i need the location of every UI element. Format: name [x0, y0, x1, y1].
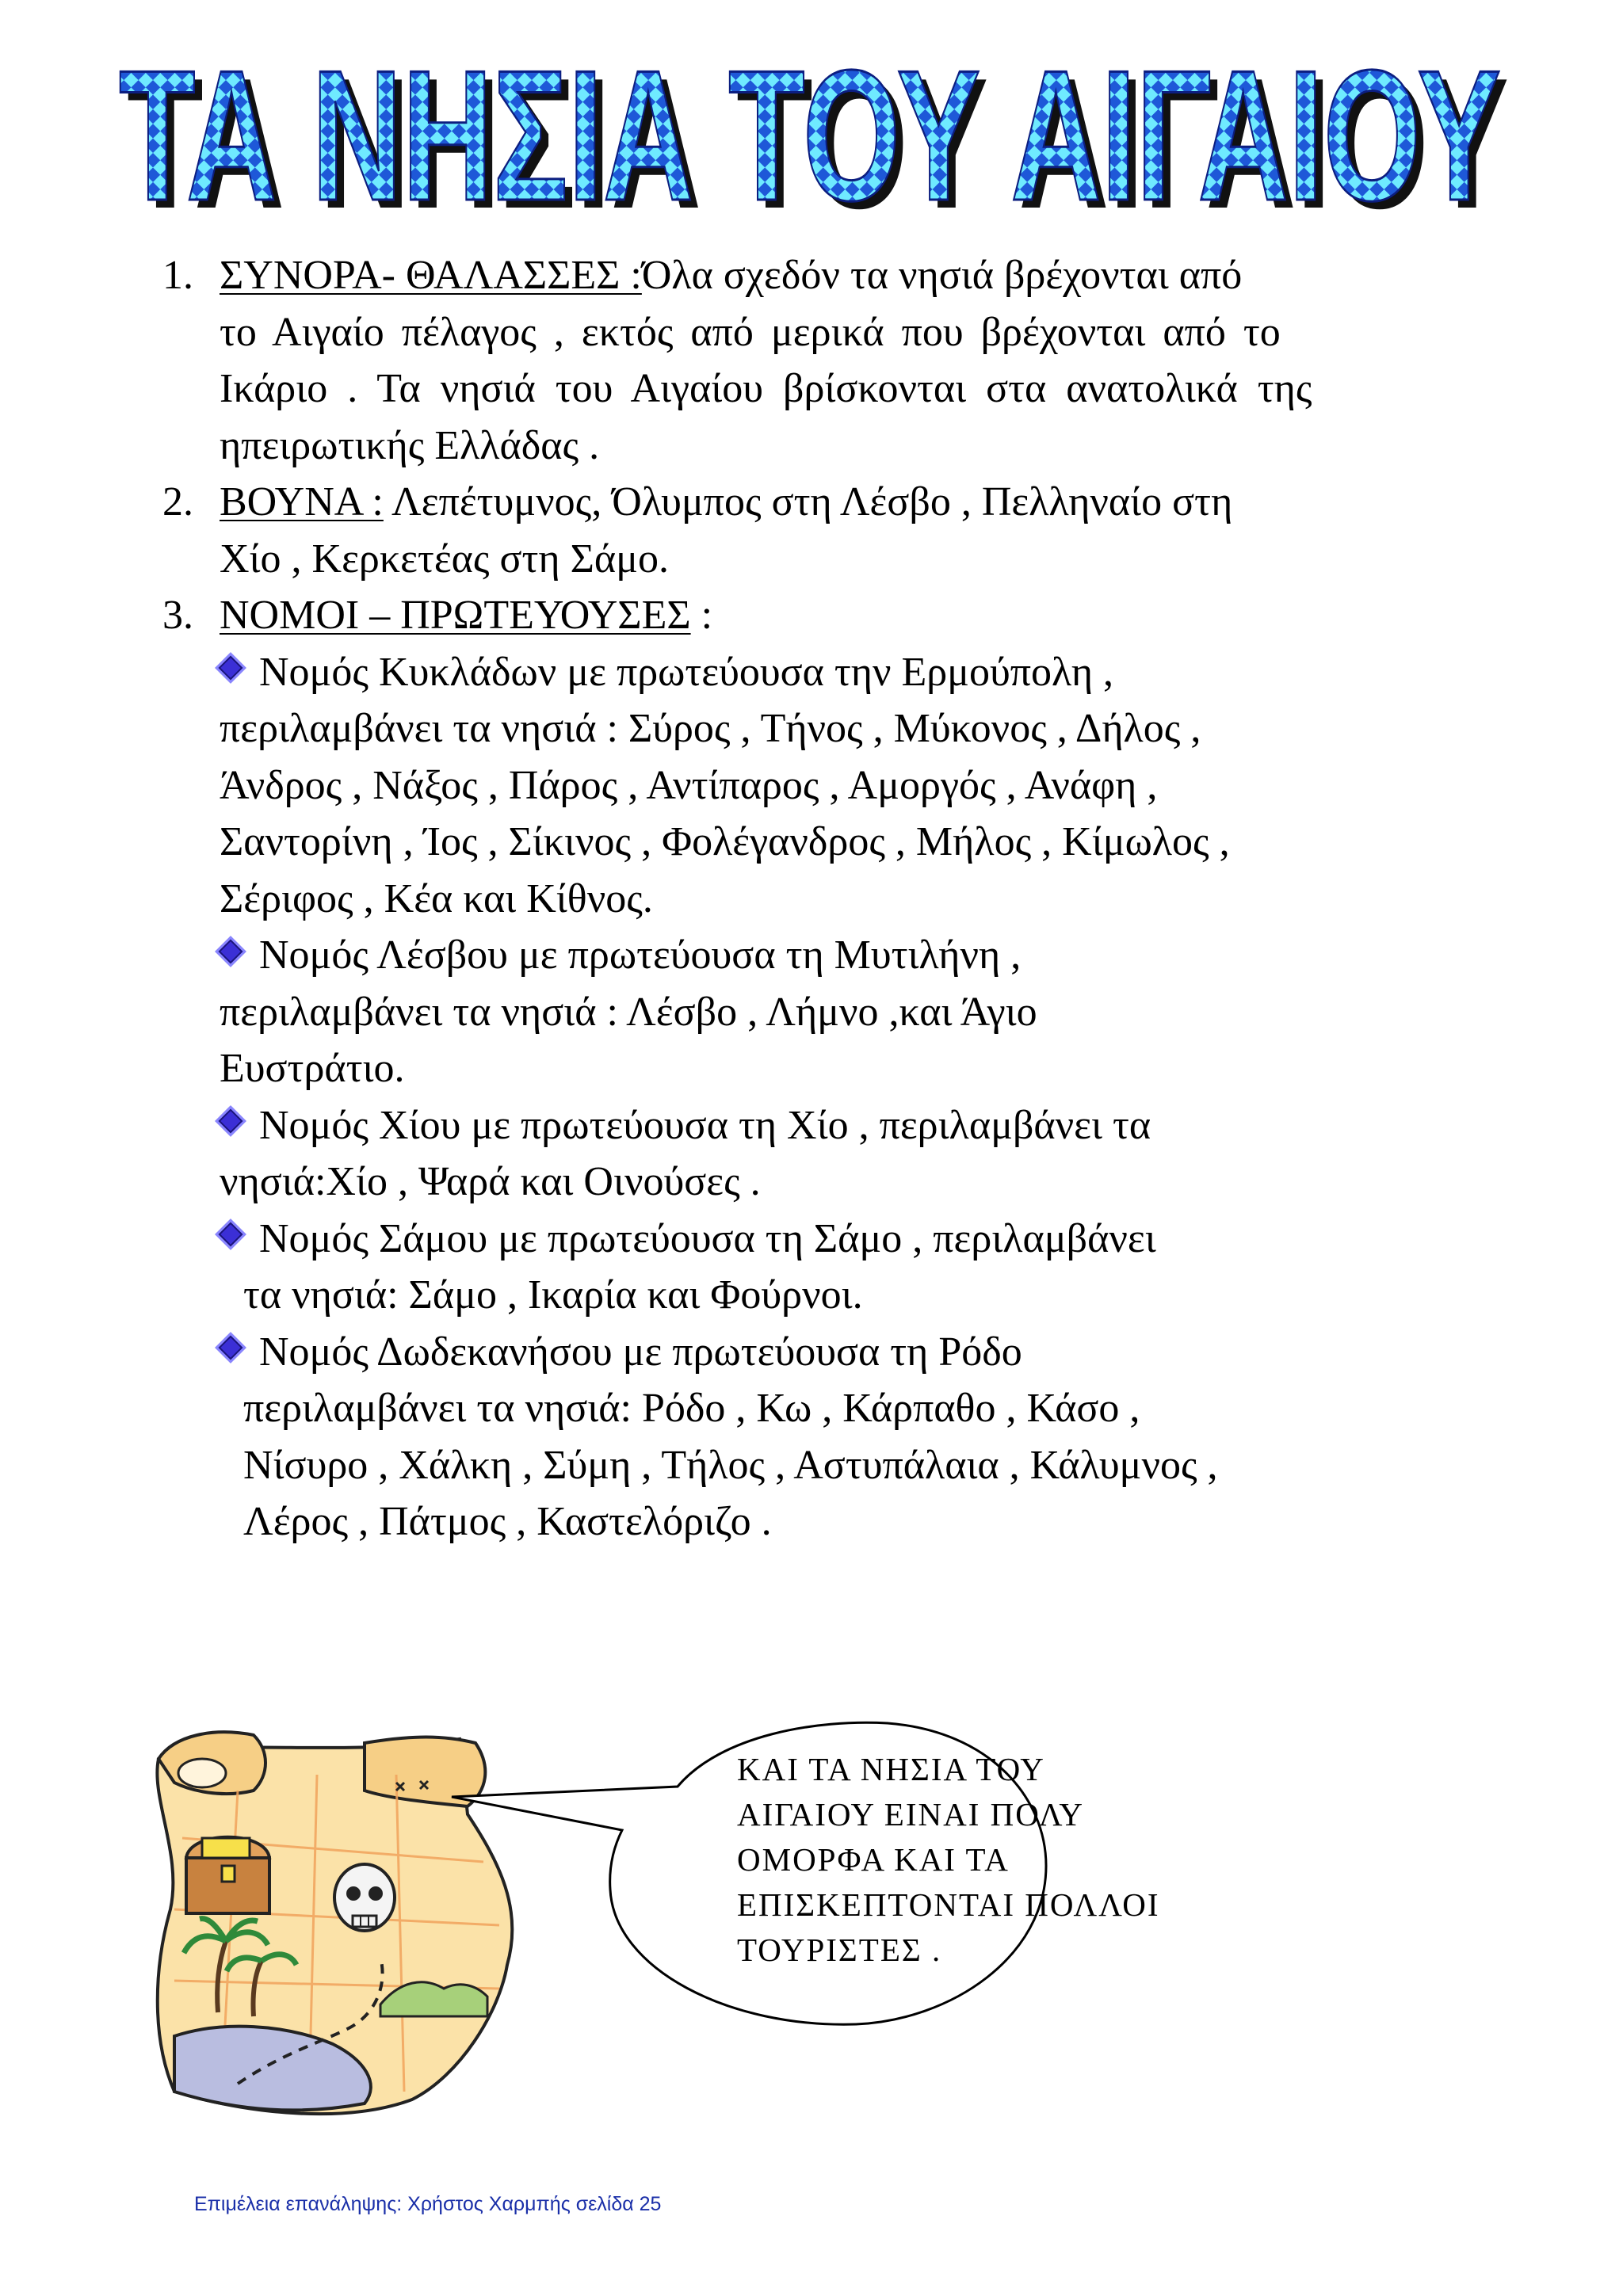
prefecture-line: τα νησιά: Σάμο , Ικαρία και Φούρνοι.	[243, 1272, 863, 1318]
section-line	[220, 247, 1494, 304]
prefecture-line: Σαντορίνη , Ίος , Σίκινος , Φολέγανδρος , Μήλος , Κίμωλος ,	[220, 819, 1230, 864]
prefecture-title: Νομός Σάμου με πρωτεύουσα τη Σάμο , περιλαμβάνει	[259, 1215, 1156, 1261]
prefecture-line: περιλαμβάνει τα νησιά : Λέσβο , Λήμνο ,και Άγιο	[220, 989, 1037, 1035]
prefecture-line	[220, 1097, 1494, 1154]
prefecture-line: Λέρος , Πάτμος , Καστελόριζο .	[243, 1499, 772, 1544]
section-heading: ΒΟΥΝΑ :	[220, 479, 384, 524]
prefecture-lesvos	[220, 927, 1494, 1097]
diamond-bullet-icon	[215, 1106, 246, 1138]
page-footer: Επιμέλεια επανάληψης: Χρήστος Χαρμπής σελίδα 25	[194, 2193, 662, 2215]
prefecture-title: Νομός Κυκλάδων με πρωτεύουσα την Ερμούπολη ,	[259, 649, 1114, 695]
page-title-graphic	[0, 0, 1623, 238]
prefecture-title: Νομός Λέσβου με πρωτεύουσα τη Μυτιλήνη ,	[259, 933, 1022, 978]
section-line: το Αιγαίο πέλαγος , εκτός από μερικά που βρέχονται από το	[220, 309, 1281, 355]
prefecture-line: περιλαμβάνει τα νησιά: Ρόδο , Κω , Κάρπαθο , Κάσο ,	[243, 1386, 1140, 1431]
prefecture-cyclades	[220, 644, 1494, 928]
section-line: ηπειρωτικής Ελλάδας .	[220, 422, 600, 468]
prefecture-line: Νίσυρο , Χάλκη , Σύμη , Τήλος , Αστυπάλαια , Κάλυμνος ,	[243, 1442, 1218, 1488]
prefecture-chios	[220, 1097, 1494, 1211]
skull-icon	[334, 1864, 395, 1931]
prefecture-line: Άνδρος , Νάξος , Πάρος , Αντίπαρος , Αμοργός , Ανάφη ,	[220, 762, 1158, 808]
prefecture-title: Νομός Δωδεκανήσου με πρωτεύουσα τη Ρόδο	[259, 1329, 1022, 1375]
section-text: :	[690, 593, 713, 638]
section-heading: ΣΥΝΟΡΑ- ΘΑΛΑΣΣΕΣ :	[220, 253, 642, 298]
prefecture-line: περιλαμβάνει τα νησιά : Σύρος , Τήνος , Μύκονος , Δήλος ,	[220, 706, 1201, 751]
speech-bubble-text	[737, 1747, 1228, 1973]
main-content	[162, 247, 1494, 1550]
section-prefectures	[162, 587, 1494, 1550]
bubble-line: ΕΠΙΣΚΕΠΤΟΝΤΑΙ ΠΟΛΛΟΙ	[737, 1886, 1160, 1923]
section-text: Λεπέτυμνος, Όλυμπος στη Λέσβο , Πελληναίο στη	[383, 479, 1233, 524]
diamond-bullet-icon	[215, 1219, 246, 1251]
page-title: ΤΑ ΝΗΣΙΑ ΤΟΥ ΑΙΓΑΙΟΥ	[119, 31, 1501, 238]
section-line	[220, 587, 1494, 644]
section-line	[220, 474, 1494, 531]
prefecture-title: Νομός Χίου με πρωτεύουσα τη Χίο , περιλαμβάνει τα	[259, 1102, 1151, 1148]
diamond-bullet-icon	[215, 1333, 246, 1364]
diamond-bullet-icon	[215, 936, 246, 967]
prefecture-samos	[220, 1211, 1494, 1324]
diamond-bullet-icon	[215, 653, 246, 685]
section-number: 3.	[162, 593, 193, 638]
section-line: Ικάριο . Τα νησιά του Αιγαίου βρίσκονται στα ανατολικά της	[220, 366, 1312, 411]
page-title-shadow: ΤΑ ΝΗΣΙΑ ΤΟΥ ΑΙΓΑΙΟΥ	[127, 39, 1509, 238]
prefecture-line: νησιά:Χίο , Ψαρά και Οινούσες .	[220, 1159, 761, 1204]
section-borders-seas	[162, 247, 1494, 474]
prefecture-dodecanese	[220, 1324, 1494, 1550]
prefecture-line	[220, 927, 1494, 984]
prefecture-line	[220, 1324, 1494, 1381]
bubble-line: ΚΑΙ ΤΑ ΝΗΣΙΑ ΤΟΥ	[737, 1751, 1045, 1787]
section-number: 1.	[162, 253, 193, 298]
section-number: 2.	[162, 479, 193, 524]
bubble-line: ΟΜΟΡΦΑ ΚΑΙ ΤΑ	[737, 1841, 1010, 1878]
prefecture-line	[220, 1211, 1494, 1268]
section-line: Χίο , Κερκετέας στη Σάμο.	[220, 536, 669, 582]
treasure-chest-icon	[186, 1837, 269, 1913]
bubble-line: ΑΙΓΑΙΟΥ ΕΙΝΑΙ ΠΟΛΥ	[737, 1796, 1084, 1833]
bubble-line: ΤΟΥΡΙΣΤΕΣ .	[737, 1932, 942, 1968]
section-text: Όλα σχεδόν τα νησιά βρέχονται από	[641, 253, 1243, 298]
section-heading: ΝΟΜΟΙ – ΠΡΩΤΕΥΟΥΣΕΣ	[220, 593, 691, 638]
prefecture-line: Σέριφος , Κέα και Κίθνος.	[220, 875, 653, 921]
prefecture-line	[220, 644, 1494, 701]
prefecture-line: Ευστράτιο.	[220, 1046, 405, 1091]
section-mountains	[162, 474, 1494, 587]
